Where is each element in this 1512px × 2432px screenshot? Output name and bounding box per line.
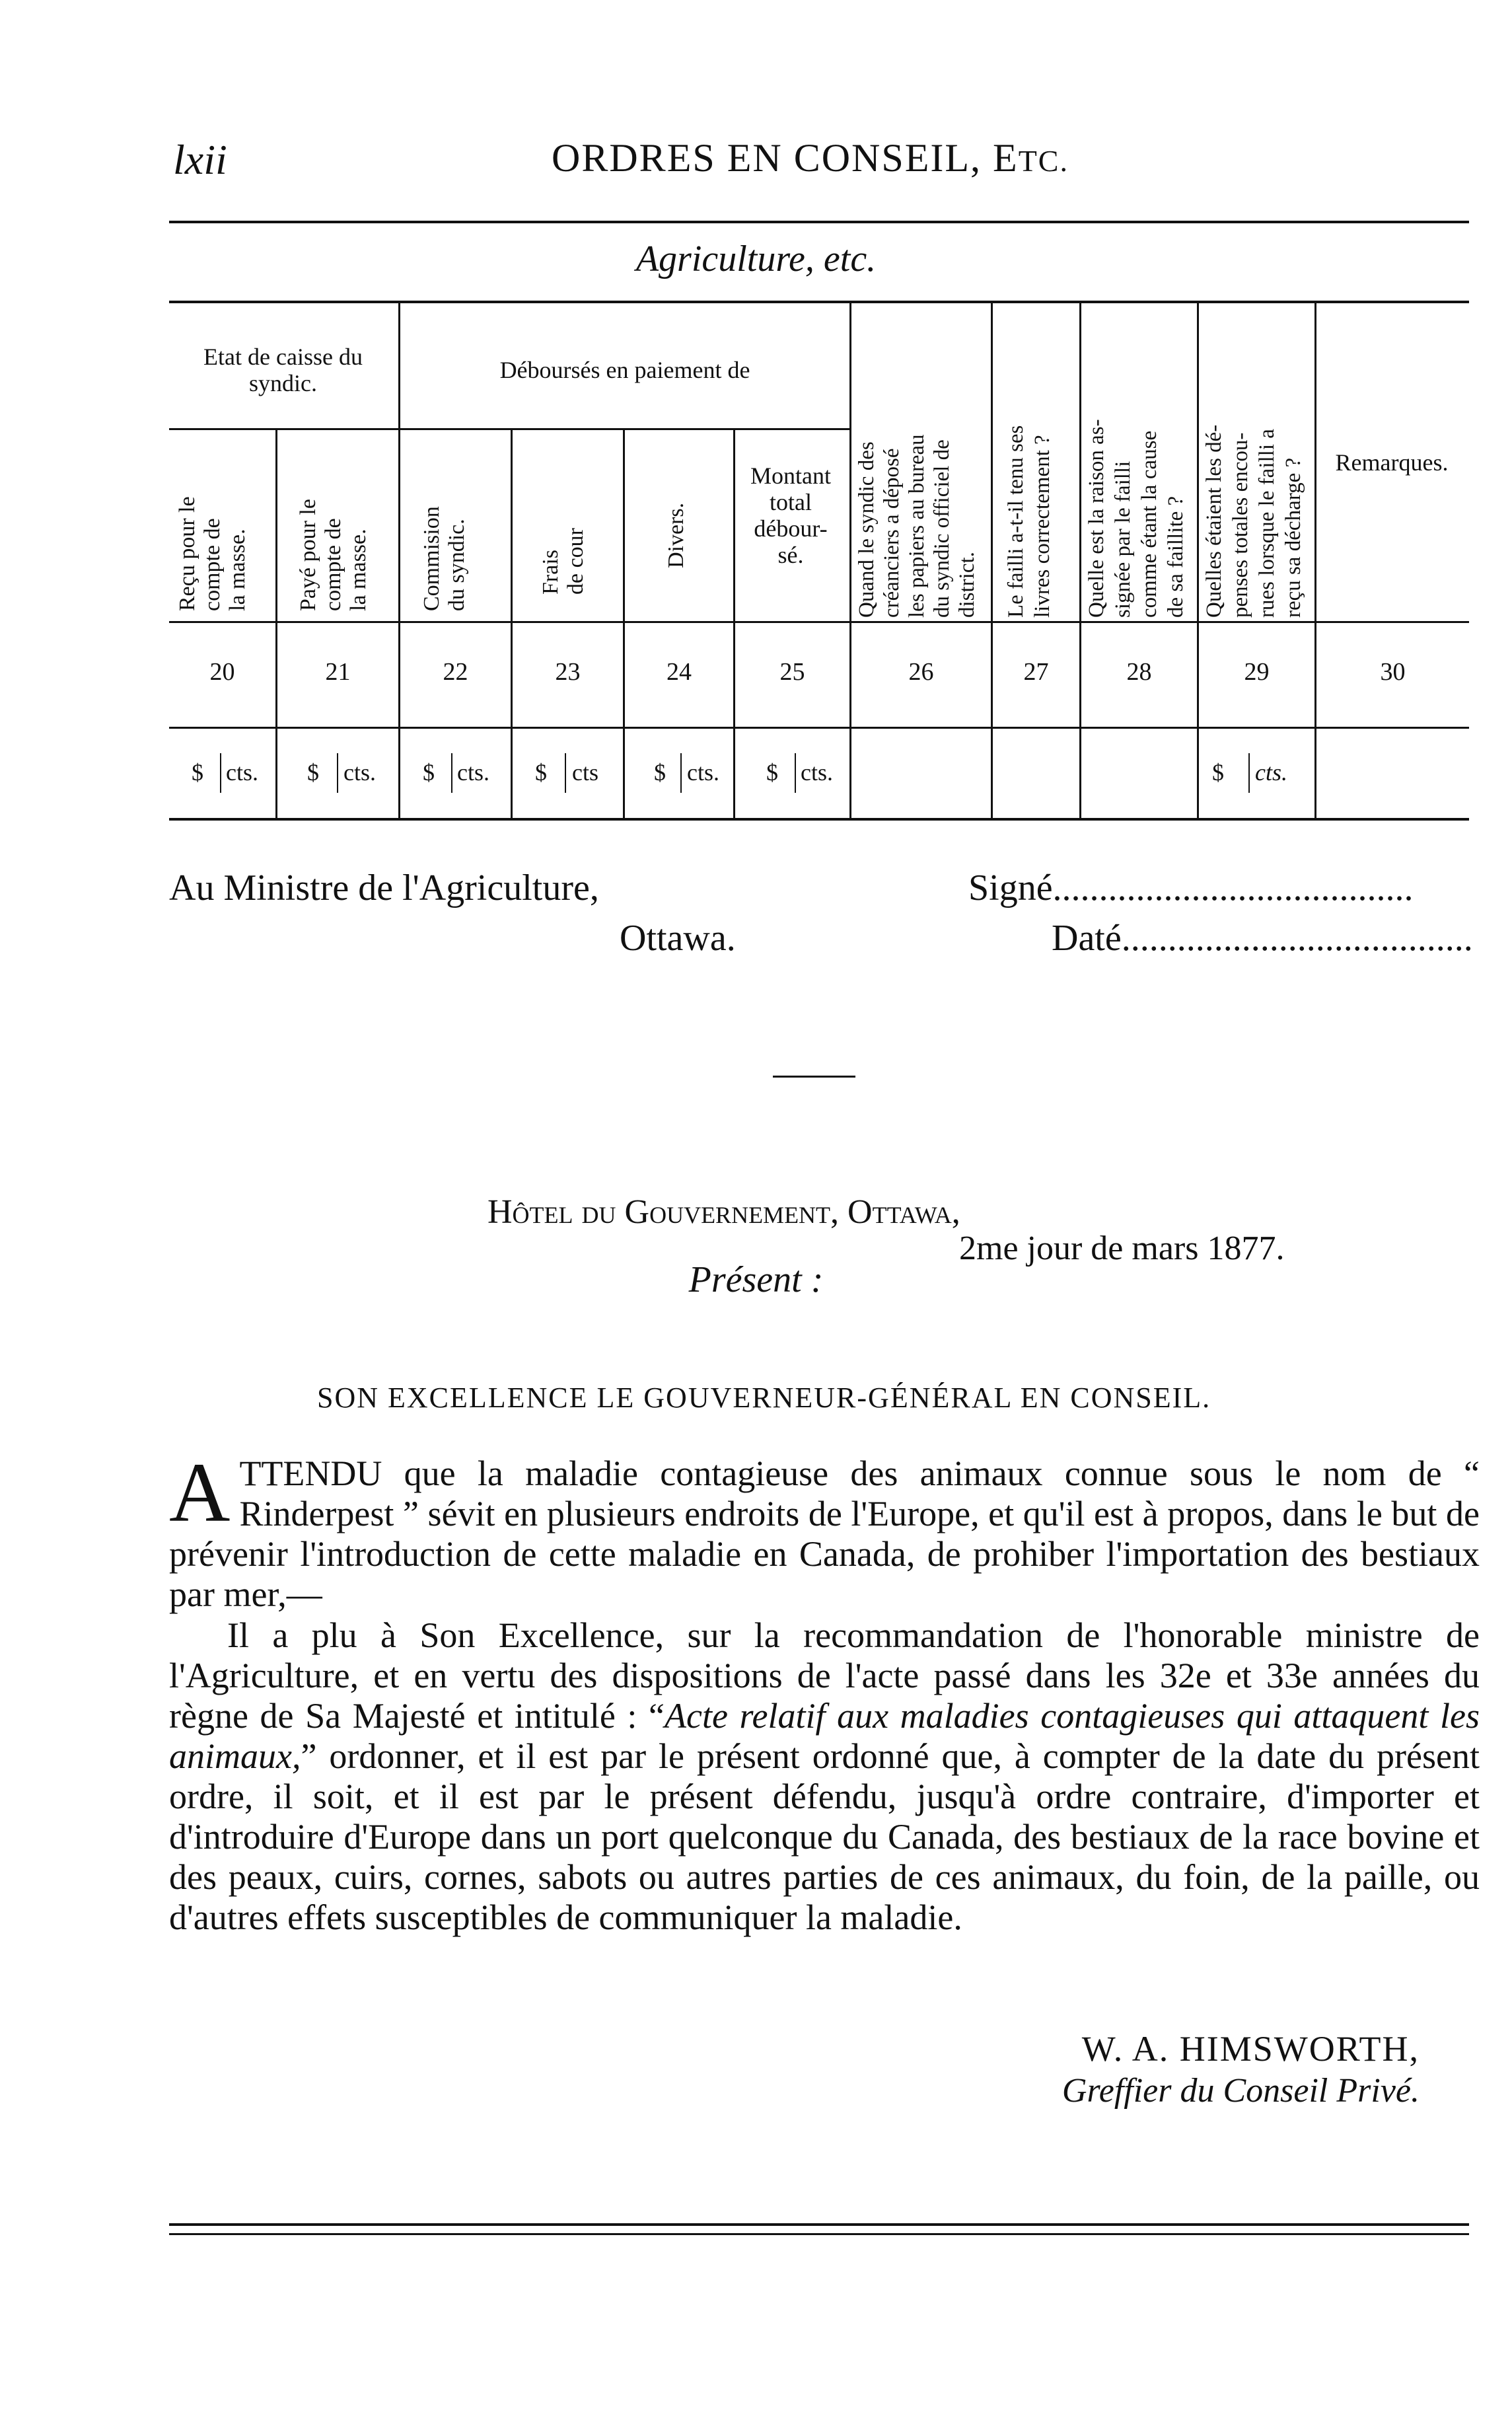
table-subheader-rule	[169, 428, 849, 430]
page-number: lxii	[173, 136, 227, 183]
cents-label: cts.	[226, 759, 258, 786]
city: Ottawa.	[620, 918, 736, 959]
section-title: Agriculture, etc.	[635, 239, 877, 279]
dated-line: Daté......................................	[1052, 918, 1473, 959]
col-divider	[275, 428, 277, 818]
col-header-30: Remarques.	[1335, 449, 1449, 476]
col-header-28: Quelle est la raison as- signée par le failli comme étant la cause de sa faillite ?	[1085, 419, 1188, 618]
signed-line: Signé.......................................	[968, 867, 1414, 908]
col-number: 29	[1244, 658, 1270, 686]
col-header-29: Quelles étaient les dé- penses totales encou- rues lorsque le failli a reçu sa décharge ?	[1202, 424, 1305, 618]
unit-divider	[451, 753, 452, 793]
footer-rule-top	[169, 2223, 1469, 2226]
col-header-23: Frais de cour	[538, 527, 588, 595]
dollar-label: $	[1212, 759, 1224, 786]
unit-divider	[1248, 753, 1250, 793]
addressee: Au Ministre de l'Agriculture,	[169, 867, 599, 908]
dollar-label: $	[423, 759, 435, 786]
col-number: 23	[555, 658, 581, 686]
dollar-label: $	[766, 759, 778, 786]
order-place: Hôtel du Gouvernement, Ottawa,	[487, 1193, 960, 1231]
group-header-disbursements: Déboursés en paiement de	[499, 357, 750, 383]
cents-label: cts.	[687, 759, 719, 786]
dollar-label: $	[654, 759, 666, 786]
order-date: 2me jour de mars 1877.	[959, 1230, 1285, 1267]
order-paragraph-2	[169, 1615, 1480, 1938]
col-divider	[511, 428, 513, 818]
table-numbers-bottom-rule	[169, 727, 1469, 729]
cents-label: cts.	[801, 759, 833, 786]
col-number: 27	[1023, 658, 1049, 686]
col-number: 24	[666, 658, 692, 686]
unit-divider	[220, 753, 221, 793]
col-number: 26	[908, 658, 934, 686]
col-number: 21	[325, 658, 351, 686]
dollar-label: $	[307, 759, 319, 786]
drop-cap: A	[169, 1446, 231, 1539]
order-paragraph-1	[169, 1446, 1480, 1615]
col-header-20: Reçu pour le compte de la masse.	[175, 496, 250, 611]
col-number: 25	[779, 658, 805, 686]
unit-divider	[680, 753, 682, 793]
running-title-main: ORDRES EN CONSEIL, E	[552, 136, 1019, 180]
signatory-title: Greffier du Conseil Privé.	[1062, 2072, 1420, 2110]
col-number: 30	[1380, 658, 1406, 686]
col-divider	[1314, 303, 1316, 818]
bankruptcy-form-table	[0, 0, 1512, 859]
col-header-24: Divers.	[664, 502, 688, 568]
cents-label: cts.	[343, 759, 376, 786]
col-divider	[623, 428, 625, 818]
col-number: 22	[443, 658, 468, 686]
col-divider	[1197, 303, 1199, 818]
col-divider	[991, 303, 993, 818]
col-number: 20	[209, 658, 235, 686]
col-header-26: Quand le syndic des créanciers a déposé les papiers au bureau du syndic officiel de district.	[855, 434, 979, 618]
col-divider	[849, 303, 851, 818]
group-header-cash: Etat de caisse du syndic.	[203, 344, 363, 396]
col-number: 28	[1126, 658, 1152, 686]
unit-divider	[565, 753, 566, 793]
col-divider	[1079, 303, 1081, 818]
col-header-25: Montant total débour- sé.	[750, 462, 831, 568]
table-top-rule	[169, 301, 1469, 303]
present-heading: Présent :	[688, 1259, 824, 1300]
section-separator	[773, 1076, 855, 1078]
dollar-label: $	[192, 759, 203, 786]
dollar-label: $	[535, 759, 547, 786]
paragraph-2-end: ” ordonner, et il est par le présent ordonné que, à compter de la date du présent ordre, il soit, et il est par le présent défendu, jusqu'à ordre contraire, d'importer et d'introduire d'Europe dans un port quelconque du Canada, des bestiaux de la race bovine et des peaux, cuirs, cornes, sabots ou autres parties de ces animaux, du foin, de la paille, ou d'autres effets susceptibles de communiquer la maladie.	[169, 1736, 1480, 1937]
col-header-22: Commision du syndic.	[419, 506, 469, 611]
table-header-bottom-rule	[169, 621, 1469, 623]
authority-line: SON EXCELLENCE LE GOUVERNEUR-GÉNÉRAL EN CONSEIL.	[317, 1382, 1211, 1414]
cents-label: cts	[572, 759, 598, 786]
paragraph-1-text: TTENDU que la maladie contagieuse des animaux connue sous le nom de “ Rinderpest ” sévit en plusieurs endroits de l'Europe, et qu'il est à propos, dans le but de prévenir l'introduction de cette maladie en Canada, de prohiber l'importation des bestiaux par mer,—	[169, 1454, 1480, 1614]
col-header-27: Le failli a-t-il tenu ses livres correctement ?	[1004, 425, 1054, 618]
table-bottom-rule	[169, 818, 1469, 821]
running-title-small: TC.	[1018, 144, 1069, 178]
cents-label: cts.	[1255, 759, 1287, 786]
footer-rule-bottom	[169, 2233, 1469, 2235]
act-title: Acte relatif aux maladies contagieuses qui attaquent les animaux,	[169, 1696, 1480, 1776]
unit-divider	[795, 753, 796, 793]
paragraph-2-start: Il a plu à Son Excellence, sur la recommandation de l'honorable ministre de l'Agriculture, et en vertu des dispositions de l'acte passé dans les 32e et 33e années du règne de Sa Majesté et intitulé : “	[169, 1615, 1480, 1736]
col-header-21: Payé pour le compte de la masse.	[296, 499, 371, 611]
unit-divider	[337, 753, 338, 793]
cents-label: cts.	[457, 759, 489, 786]
signatory: W. A. HIMSWORTH,	[1081, 2029, 1420, 2069]
